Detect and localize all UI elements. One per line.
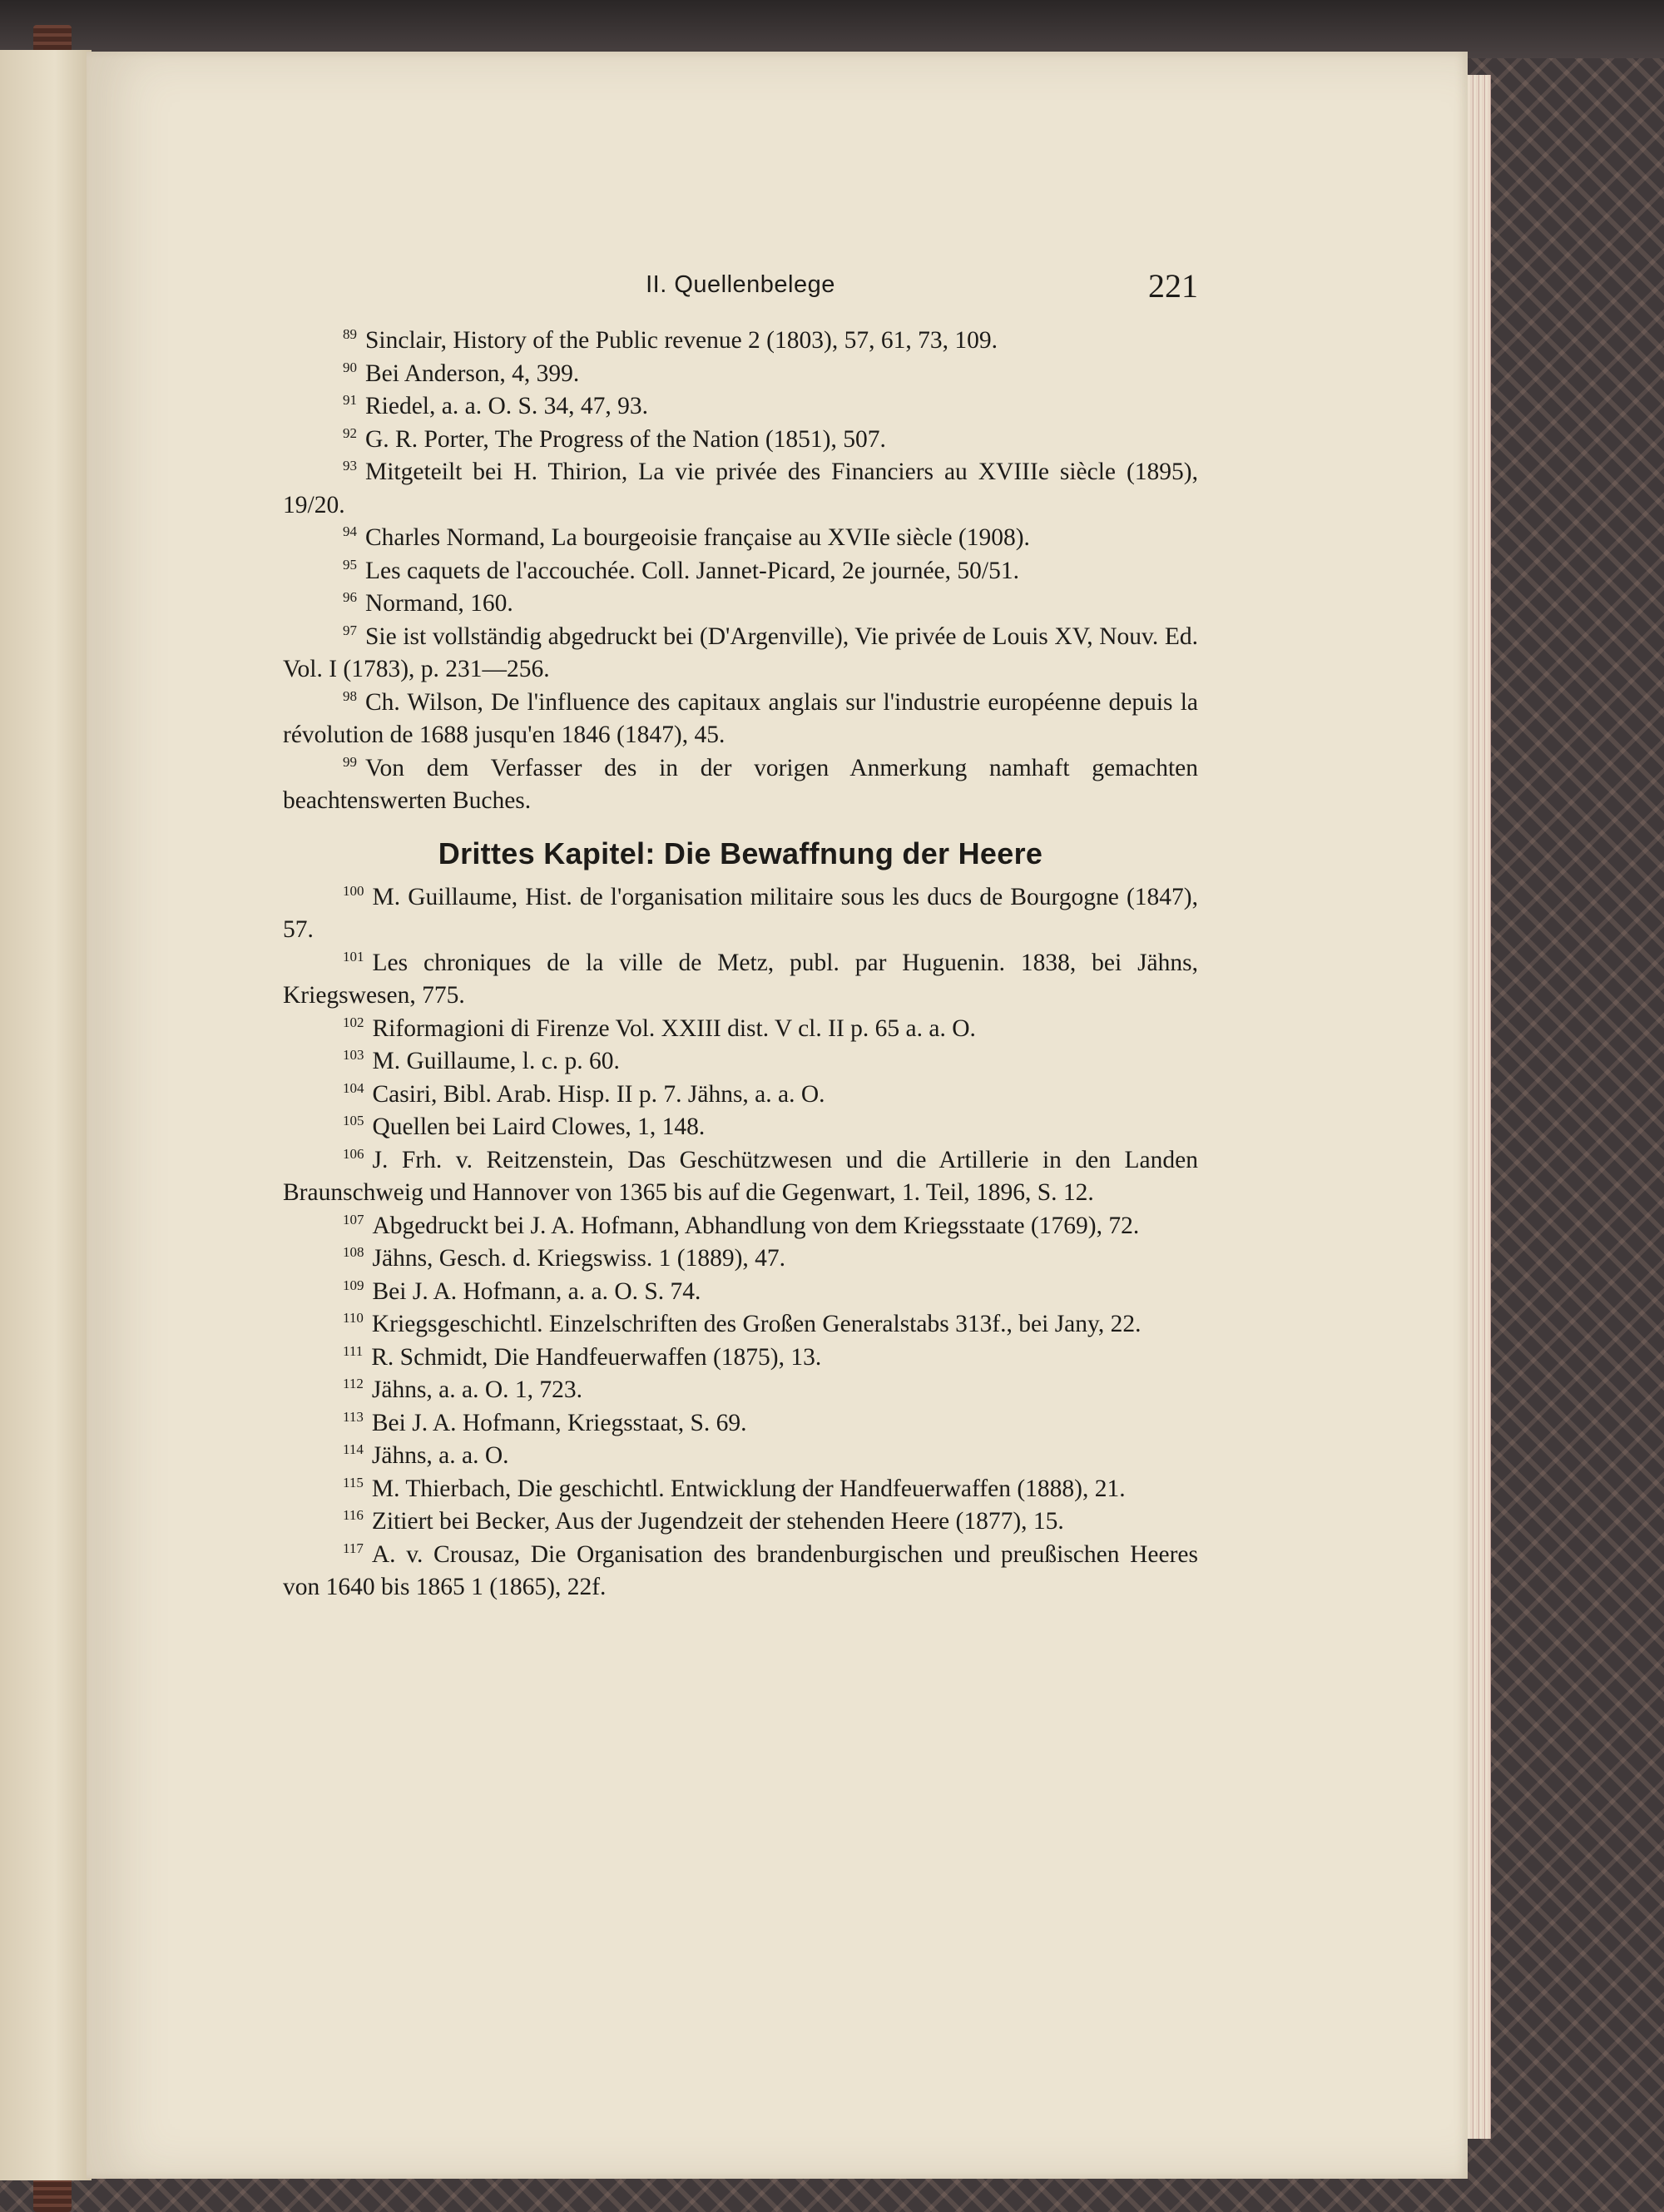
footnote-107	[283, 1210, 1198, 1243]
footnote-96	[283, 588, 1198, 621]
footnote-number: 117	[343, 1540, 364, 1556]
footnote-number: 91	[343, 392, 357, 409]
footnote-text: Sie ist vollständig abgedruckt bei (D'Argenville), Vie privée de Louis XV, Nouv. Ed. Vol. I (1783), p. 231—256.	[283, 622, 1198, 682]
footnote-92	[283, 424, 1198, 457]
footnote-number: 114	[343, 1441, 364, 1458]
footnote-101	[283, 947, 1198, 1013]
footnote-text: Riformagioni di Firenze Vol. XXIII dist. V cl. II p. 65 a. a. O.	[372, 1014, 976, 1042]
footnote-89	[283, 325, 1198, 358]
running-header	[283, 266, 1198, 306]
footnote-text: J. Frh. v. Reitzenstein, Das Geschützwesen und die Artillerie in den Landen Braunschweig und Hannover von 1365 bis auf die Gegenwart, 1. Teil, 1896, S. 12.	[283, 1146, 1198, 1206]
footnote-number: 104	[343, 1079, 364, 1096]
footnote-text: Riedel, a. a. O. S. 34, 47, 93.	[365, 393, 649, 419]
footnote-114	[283, 1440, 1198, 1473]
footnote-number: 115	[343, 1474, 364, 1490]
footnote-text: Bei J. A. Hofmann, Kriegsstaat, S. 69.	[371, 1409, 747, 1436]
footnote-103	[283, 1045, 1198, 1079]
footnote-text: Abgedruckt bei J. A. Hofmann, Abhandlung von dem Kriegsstaate (1769), 72.	[372, 1212, 1140, 1239]
footnote-number: 107	[343, 1211, 364, 1228]
footnote-text: Bei J. A. Hofmann, a. a. O. S. 74.	[372, 1277, 701, 1305]
footnote-text: Von dem Verfasser des in der vorigen Anmerkung namhaft gemachten beachtenswerten Buches.	[283, 754, 1198, 814]
footnote-number: 89	[343, 326, 357, 343]
footnote-text: Jähns, Gesch. d. Kriegswiss. 1 (1889), 47.	[372, 1245, 786, 1272]
footnote-text: Les caquets de l'accouchée. Coll. Jannet-Picard, 2e journée, 50/51.	[365, 557, 1019, 584]
footnote-text: R. Schmidt, Die Handfeuerwaffen (1875), 13.	[371, 1343, 822, 1371]
footnote-number: 97	[343, 622, 357, 638]
chapter-heading: Drittes Kapitel: Die Bewaffnung der Heere	[438, 836, 1043, 870]
footnote-100	[283, 881, 1198, 947]
footnote-text: Casiri, Bibl. Arab. Hisp. II p. 7. Jähns, a. a. O.	[372, 1080, 825, 1108]
footnote-94	[283, 522, 1198, 555]
footnote-text: Jähns, a. a. O.	[371, 1442, 509, 1469]
footnote-113	[283, 1407, 1198, 1441]
footnote-text: M. Guillaume, l. c. p. 60.	[372, 1048, 620, 1074]
footnote-97	[283, 621, 1198, 687]
footnote-text: Mitgeteilt bei H. Thirion, La vie privée des Financiers au XVIIIe siècle (1895), 19/20.	[283, 459, 1198, 518]
footnote-number: 100	[343, 882, 364, 899]
page-stack-edge	[1464, 75, 1491, 2139]
footnote-text: Sinclair, History of the Public revenue 2 (1803), 57, 61, 73, 109.	[365, 327, 998, 354]
footnote-number: 102	[343, 1014, 364, 1030]
footnote-117	[283, 1539, 1198, 1604]
footnote-number: 112	[343, 1376, 364, 1392]
footnote-text: Quellen bei Laird Clowes, 1, 148.	[372, 1113, 706, 1140]
footnote-number: 111	[343, 1342, 364, 1359]
footnote-number: 98	[343, 687, 357, 704]
footnote-text: Kriegsgeschichtl. Einzelschriften des Großen Generalstabs 313f., bei Jany, 22.	[371, 1311, 1142, 1337]
footnote-number: 103	[343, 1047, 364, 1064]
footnote-text: Bei Anderson, 4, 399.	[365, 360, 580, 387]
page-number: 221	[1148, 267, 1198, 305]
running-title: II. Quellenbelege	[646, 271, 835, 298]
footnote-text: Jähns, a. a. O. 1, 723.	[371, 1376, 583, 1403]
footnote-116	[283, 1505, 1198, 1539]
footnote-90	[283, 358, 1198, 391]
footnote-number: 110	[343, 1310, 364, 1327]
footnote-99	[283, 752, 1198, 818]
footnote-text: G. R. Porter, The Progress of the Nation (1851), 507.	[365, 425, 886, 453]
footnote-number: 116	[343, 1507, 364, 1524]
footnote-text: A. v. Crousaz, Die Organisation des brandenburgischen und preußischen Heeres von 1640 bis 1865 1 (1865), 22f.	[283, 1540, 1198, 1600]
page-text-block	[283, 266, 1198, 1604]
footnote-112	[283, 1374, 1198, 1407]
footnotes-list-1	[283, 325, 1198, 818]
left-page-edge	[0, 50, 92, 2180]
footnote-number: 108	[343, 1244, 364, 1261]
footnote-number: 94	[343, 523, 357, 540]
footnote-text: Charles Normand, La bourgeoisie française au XVIIe siècle (1908).	[365, 524, 1030, 551]
footnote-98	[283, 687, 1198, 752]
footnote-104	[283, 1079, 1198, 1112]
footnote-number: 95	[343, 556, 357, 573]
footnote-109	[283, 1276, 1198, 1309]
footnote-number: 101	[343, 948, 364, 965]
footnote-110	[283, 1308, 1198, 1342]
footnote-111	[283, 1342, 1198, 1375]
footnote-number: 99	[343, 753, 357, 770]
footnote-text: Normand, 160.	[365, 590, 513, 617]
footnote-102	[283, 1013, 1198, 1046]
footnote-93	[283, 456, 1198, 522]
footnote-number: 96	[343, 589, 357, 606]
footnote-text: Zitiert bei Becker, Aus der Jugendzeit der stehenden Heere (1877), 15.	[371, 1508, 1064, 1535]
footnote-number: 105	[343, 1113, 364, 1129]
footnote-91	[283, 390, 1198, 424]
footnotes-list-2	[283, 881, 1198, 1604]
footnote-text: Les chroniques de la ville de Metz, publ. par Huguenin. 1838, bei Jähns, Kriegswesen, 775.	[283, 949, 1198, 1009]
footnote-number: 93	[343, 458, 357, 474]
footnote-text: Ch. Wilson, De l'influence des capitaux anglais sur l'industrie européenne depuis la révolution de 1688 jusqu'en 1846 (1847), 45.	[283, 688, 1198, 748]
footnote-number: 106	[343, 1145, 364, 1162]
footnote-105	[283, 1111, 1198, 1144]
footnote-number: 90	[343, 359, 357, 375]
footnote-number: 92	[343, 424, 357, 441]
footnote-106	[283, 1144, 1198, 1210]
footnote-number: 113	[343, 1408, 364, 1425]
footnote-115	[283, 1473, 1198, 1506]
book-top-edge	[0, 0, 1664, 58]
footnote-number: 109	[343, 1277, 364, 1293]
footnote-108	[283, 1242, 1198, 1276]
footnote-95	[283, 555, 1198, 588]
footnote-text: M. Thierbach, Die geschichtl. Entwicklung der Handfeuerwaffen (1888), 21.	[371, 1475, 1126, 1502]
footnote-text: M. Guillaume, Hist. de l'organisation militaire sous les ducs de Bourgogne (1847), 57.	[283, 883, 1198, 943]
